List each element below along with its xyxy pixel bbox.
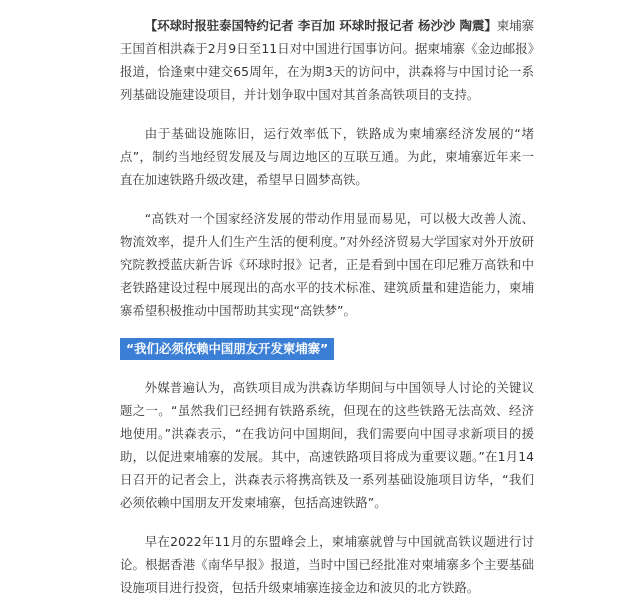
article-paragraph-5: 早在2022年11月的东盟峰会上，柬埔寨就曾与中国就高铁议题进行讨论。根据香港《南华早报》报道，当时中国已经批准对柬埔寨多个主要基础设施项目进行投资，包括升级柬埔寨连接金边和波贝的北方铁路。 [120,534,534,595]
byline-lead: 【环球时报驻泰国特约记者 李百加 环球时报记者 杨沙沙 陶震】 [144,18,497,33]
paragraph-1-text: 柬埔寨王国首相洪森于2月9日至11日对中国进行国事访问。据柬埔寨《金边邮报》报道，恰逢柬中建交65周年，在为期3天的访问中，洪森将与中国讨论一系列基础设施建设项目，并计划争取中国对其首条高铁项目的支持。 [120,18,534,102]
article-paragraph-2: 由于基础设施陈旧，运行效率低下，铁路成为柬埔寨经济发展的“堵点”，制约当地经贸发展及与周边地区的互联互通。为此，柬埔寨近年来一直在加速铁路升级改建，希望早日圆梦高铁。 [120,126,534,187]
article-body [120,14,534,615]
section-subheading: “我们必须依赖中国朋友开发柬埔寨” [120,338,334,360]
article-paragraph-3: “高铁对一个国家经济发展的带动作用显而易见，可以极大改善人流、物流效率，提升人们生产生活的便利度。”对外经济贸易大学国家对外开放研究院教授蓝庆新告诉《环球时报》记者，正是看到中国在印尼雅万高铁和中老铁路建设过程中展现出的高水平的技术标准、建筑质量和建造能力，柬埔寨希望积极推动中国帮助其实现“高铁梦”。 [120,211,534,318]
article-paragraph-4: 外媒普遍认为，高铁项目成为洪森访华期间与中国领导人讨论的关键议题之一。“虽然我们已经拥有铁路系统，但现在的这些铁路无法高效、经济地使用。”洪森表示，“在我访问中国期间，我们需要向中国寻求新项目的援助，以促进柬埔寨的发展。其中，高速铁路项目将成为重要议题。”在1月14日召开的记者会上，洪森表示将携高铁及一系列基础设施项目访华，“我们必须依赖中国朋友开发柬埔寨，包括高速铁路”。 [120,380,534,510]
article-paragraph-1 [120,14,534,106]
subheading-container [120,338,534,360]
